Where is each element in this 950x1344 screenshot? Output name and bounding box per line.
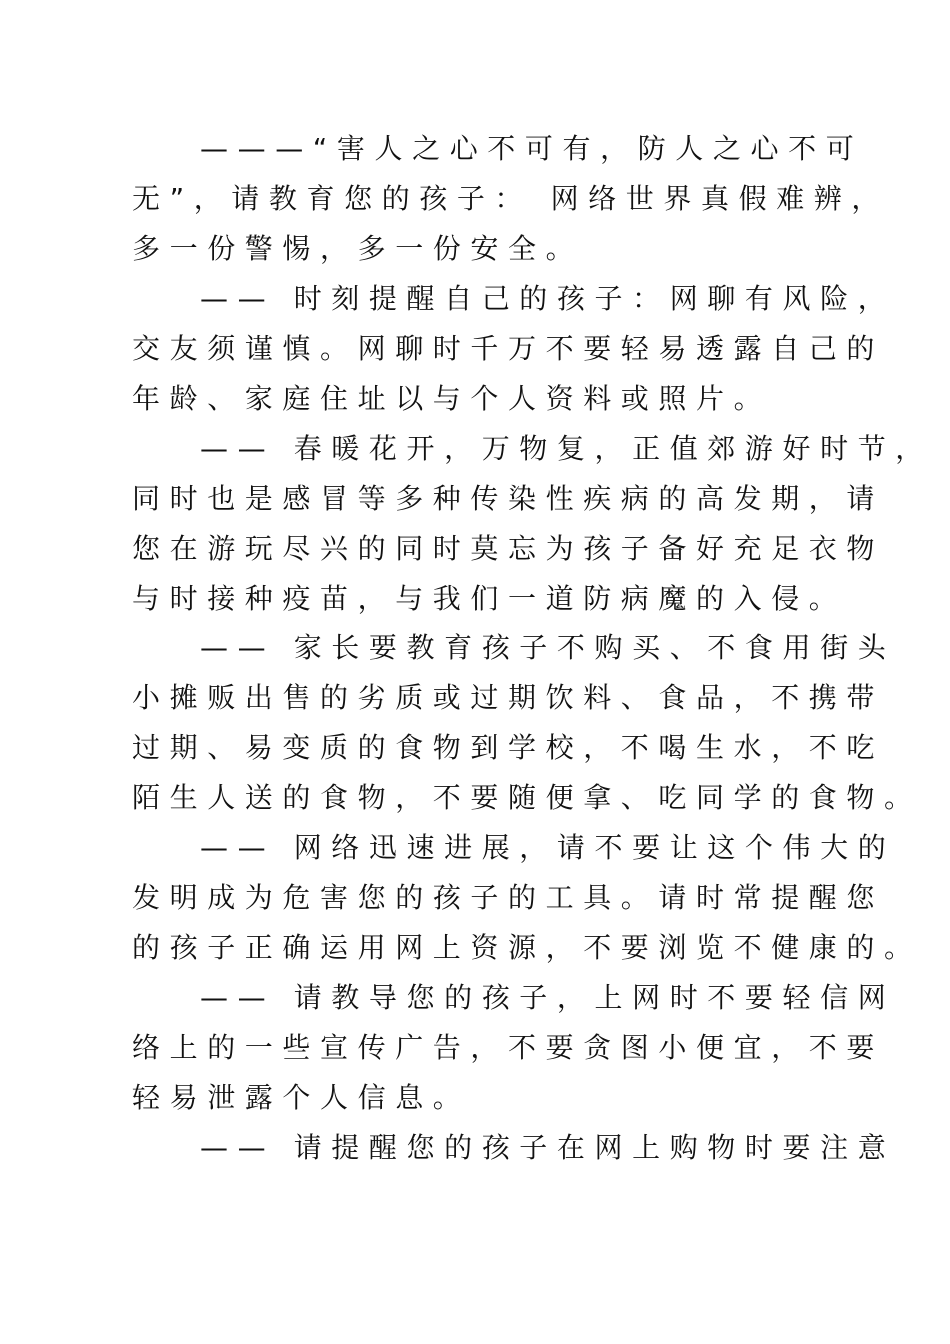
text-line: 多一份警惕，多一份安全。 bbox=[132, 232, 584, 265]
text-line: —— 时刻提醒自己的孩子：网聊有风险， bbox=[200, 282, 896, 315]
text-line: 同时也是感冒等多种传染性疾病的高发期，请 bbox=[132, 482, 885, 515]
text-line: 无”，请教育您的孩子： 网络世界真假难辨， bbox=[132, 182, 890, 215]
text-line: 的孩子正确运用网上资源，不要浏览不健康的。 bbox=[132, 931, 922, 964]
text-line: 您在游玩尽兴的同时莫忘为孩子备好充足衣物 bbox=[132, 532, 885, 565]
text-line: 交友须谨慎。网聊时千万不要轻易透露自己的 bbox=[132, 332, 885, 365]
text-line: 过期、易变质的食物到学校，不喝生水，不吃 bbox=[132, 731, 885, 764]
text-line: ———“害人之心不可有，防人之心不可 bbox=[200, 132, 864, 165]
text-line: 发明成为危害您的孩子的工具。请时常提醒您 bbox=[132, 881, 885, 914]
text-line: 陌生人送的食物，不要随便拿、吃同学的食物。 bbox=[132, 781, 922, 814]
text-line: —— 家长要教育孩子不购买、不食用街头 bbox=[200, 631, 896, 664]
text-line: —— 请教导您的孩子，上网时不要轻信网 bbox=[200, 981, 896, 1014]
text-line: 络上的一些宣传广告，不要贪图小便宜，不要 bbox=[132, 1031, 885, 1064]
text-line: 小摊贩出售的劣质或过期饮料、食品，不携带 bbox=[132, 681, 885, 714]
text-line: 轻易泄露个人信息。 bbox=[132, 1081, 471, 1114]
text-line: —— 网络迅速进展，请不要让这个伟大的 bbox=[200, 831, 896, 864]
text-line: 与时接种疫苗，与我们一道防病魔的入侵。 bbox=[132, 582, 847, 615]
text-line: —— 春暖花开，万物复，正值郊游好时节， bbox=[200, 432, 933, 465]
text-line: 年龄、家庭住址以与个人资料或照片。 bbox=[132, 382, 772, 415]
text-line: —— 请提醒您的孩子在网上购物时要注意 bbox=[200, 1131, 896, 1164]
